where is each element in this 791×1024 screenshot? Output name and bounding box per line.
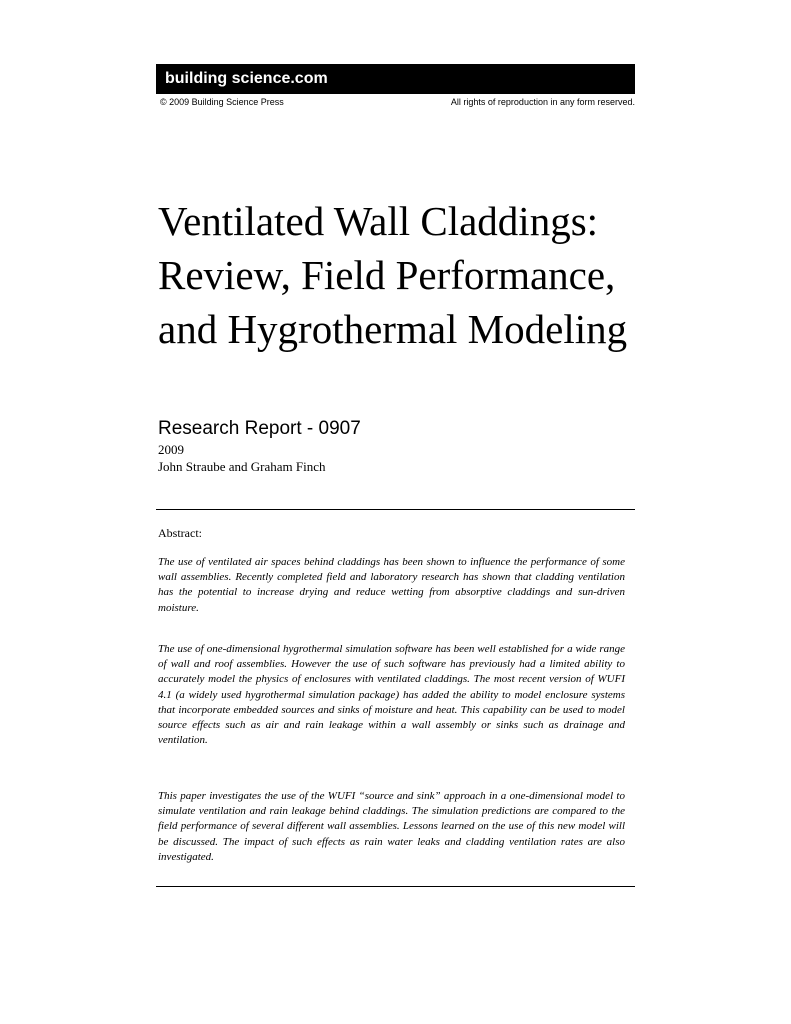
copyright-notice: © 2009 Building Science Press [160,97,284,107]
publication-year: 2009 [158,442,184,457]
abstract-paragraph-2: The use of one-dimensional hygrothermal simulation software has been well established for a wide range of wall and roof assemblies. However the use of such software has previously had a limited ability to accurately model the physics of enclosures with ventilated claddings. The most recent version of WUFI 4.1 (a widely used hygrothermal simulation package) has added the ability to model enclosure systems that incorporate embedded sources and sinks of moisture and heat. This capability can be used to model source effects such as air and rain leakage within a wall assembly or sinks such as drainage and ventilation. [158,643,625,747]
divider-top [156,509,635,510]
rights-notice: All rights of reproduction in any form reserved. [450,97,635,107]
report-number: Research Report - 0907 [158,418,361,439]
abstract-label: Abstract: [158,526,202,540]
document-title: Ventilated Wall Claddings: Review, Field Performance, and Hygrothermal Modeling [158,198,628,352]
site-name: building science.com [165,70,328,87]
site-banner [156,64,635,94]
divider-bottom [156,886,635,887]
abstract-paragraph-1: The use of ventilated air spaces behind claddings has been shown to influence the performance of some wall assemblies. Recently completed field and laboratory research has shown that cladding ventilation has the potential to increase drying and reduce wetting from absorptive claddings and sun-driven moisture. [158,556,625,614]
abstract-paragraph-3: This paper investigates the use of the WUFI “source and sink” approach in a one-dimensional model to simulate ventilation and rain leakage behind claddings. The simulation predictions are compared to the field performance of several different wall assemblies. Lessons learned on the use of this new model will be discussed. The impact of such effects as rain water leaks and cladding ventilation rates are also investigated. [158,790,625,863]
authors: John Straube and Graham Finch [158,459,326,474]
